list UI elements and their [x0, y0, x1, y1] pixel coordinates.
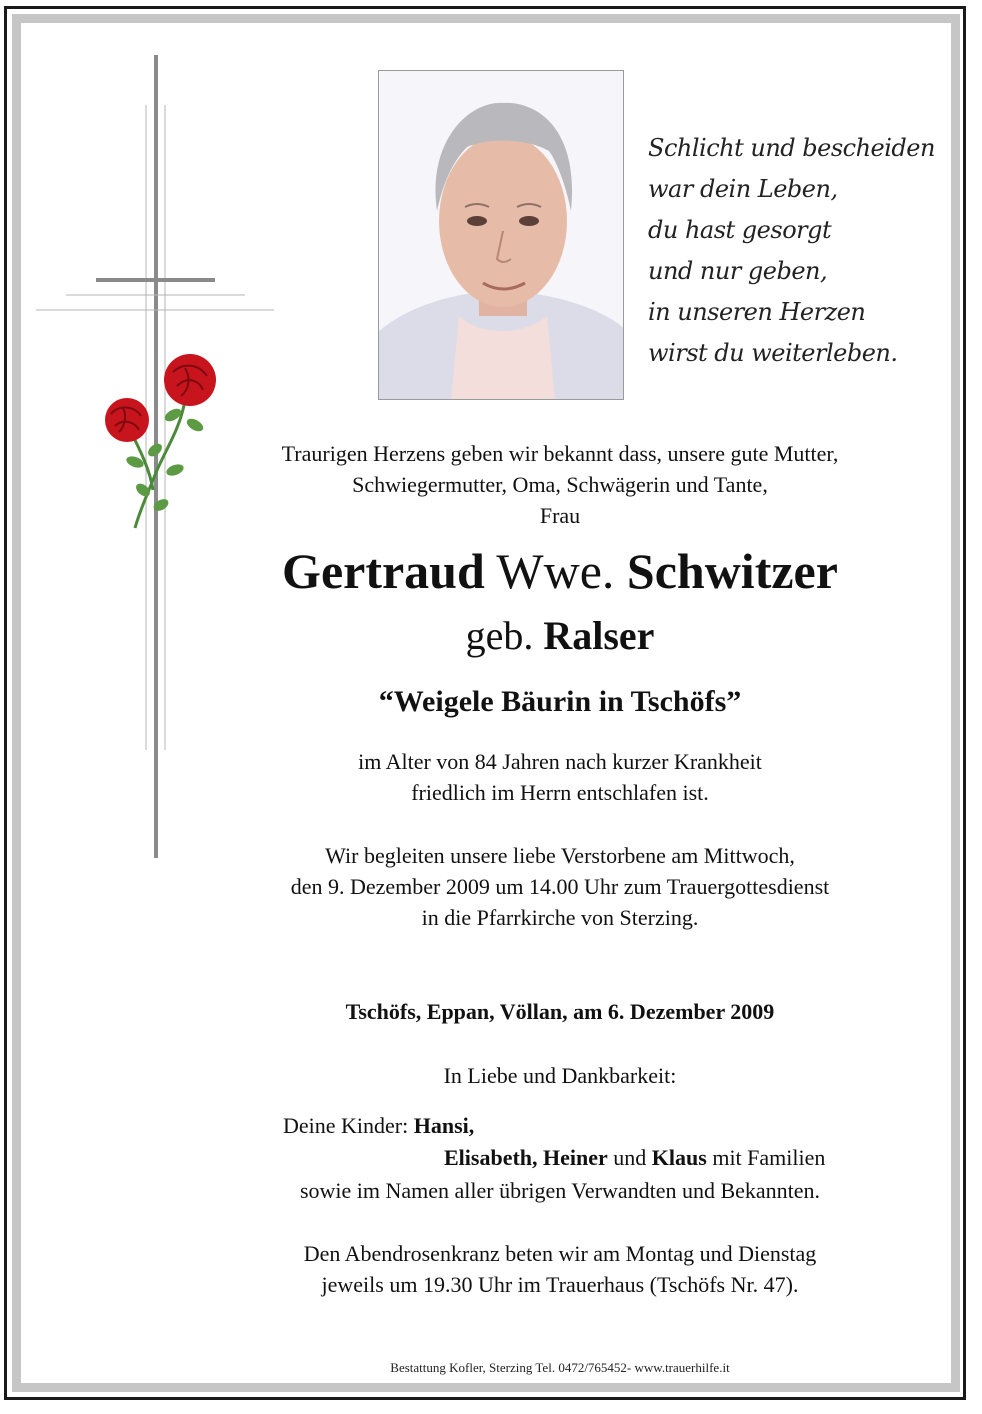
intro-line: Traurigen Herzens geben wir bekannt dass, unsere gute Mutter,	[281, 441, 839, 466]
child-name: Heiner	[543, 1145, 608, 1170]
funeral-line: Wir begleiten unsere liebe Verstorbene am Mittwoch,	[325, 843, 795, 868]
portrait-image	[379, 71, 624, 400]
maiden-name	[160, 610, 960, 662]
death-line: friedlich im Herrn entschlafen ist.	[411, 780, 709, 805]
poem-line: Schlicht und bescheiden	[648, 134, 935, 162]
funeral-line: in die Pfarrkirche von Sterzing.	[421, 905, 699, 930]
name-title: Wwe.	[496, 543, 615, 599]
children-prefix: Deine Kinder:	[283, 1113, 409, 1138]
deceased-name	[160, 540, 960, 602]
rosary-line: Den Abendrosenkranz beten wir am Montag und Dienstag	[303, 1241, 817, 1266]
rosary-text	[160, 1238, 960, 1300]
intro-text	[160, 438, 960, 531]
nickname: “Weigele Bäurin in Tschöfs”	[378, 685, 742, 718]
funeral-text	[160, 840, 960, 933]
death-text	[160, 746, 960, 808]
intro-line: Frau	[539, 503, 581, 528]
last-name: Schwitzer	[626, 543, 838, 599]
maiden-prefix: geb.	[465, 613, 534, 658]
children-suffix: mit Familien	[712, 1145, 826, 1170]
poem-line: du hast gesorgt	[648, 216, 832, 244]
intro-line: Schwiegermutter, Oma, Schwägerin und Tante,	[352, 472, 768, 497]
poem-line: war dein Leben,	[648, 175, 838, 203]
portrait-photo	[378, 70, 624, 400]
maiden-surname: Ralser	[543, 613, 655, 658]
rosary-line: jeweils um 19.30 Uhr im Trauerhaus (Tschöfs Nr. 47).	[321, 1272, 799, 1297]
relatives-line: sowie im Namen aller übrigen Verwandten und Bekannten.	[299, 1178, 821, 1203]
death-line: im Alter von 84 Jahren nach kurzer Krankheit	[358, 749, 762, 774]
place-date: Tschöfs, Eppan, Völlan, am 6. Dezember 2009	[345, 999, 775, 1024]
children-line-1	[283, 1110, 474, 1141]
poem-line: und nur geben,	[648, 257, 828, 285]
poem-line: wirst du weiterleben.	[648, 339, 898, 367]
poem	[648, 128, 948, 374]
first-name: Gertraud	[282, 543, 485, 599]
funeral-line: den 9. Dezember 2009 um 14.00 Uhr zum Trauergottesdienst	[290, 874, 830, 899]
child-name: Elisabeth,	[444, 1145, 538, 1170]
child-name: Klaus	[651, 1145, 707, 1170]
child-name: Hansi,	[413, 1113, 475, 1138]
conjunction: und	[613, 1145, 647, 1170]
gratitude-line: In Liebe und Dankbarkeit:	[443, 1063, 677, 1088]
funeral-home-footer: Bestattung Kofler, Sterzing Tel. 0472/765452- www.trauerhilfe.it	[390, 1360, 730, 1375]
poem-line: in unseren Herzen	[648, 298, 866, 326]
children-line-2	[444, 1142, 825, 1173]
